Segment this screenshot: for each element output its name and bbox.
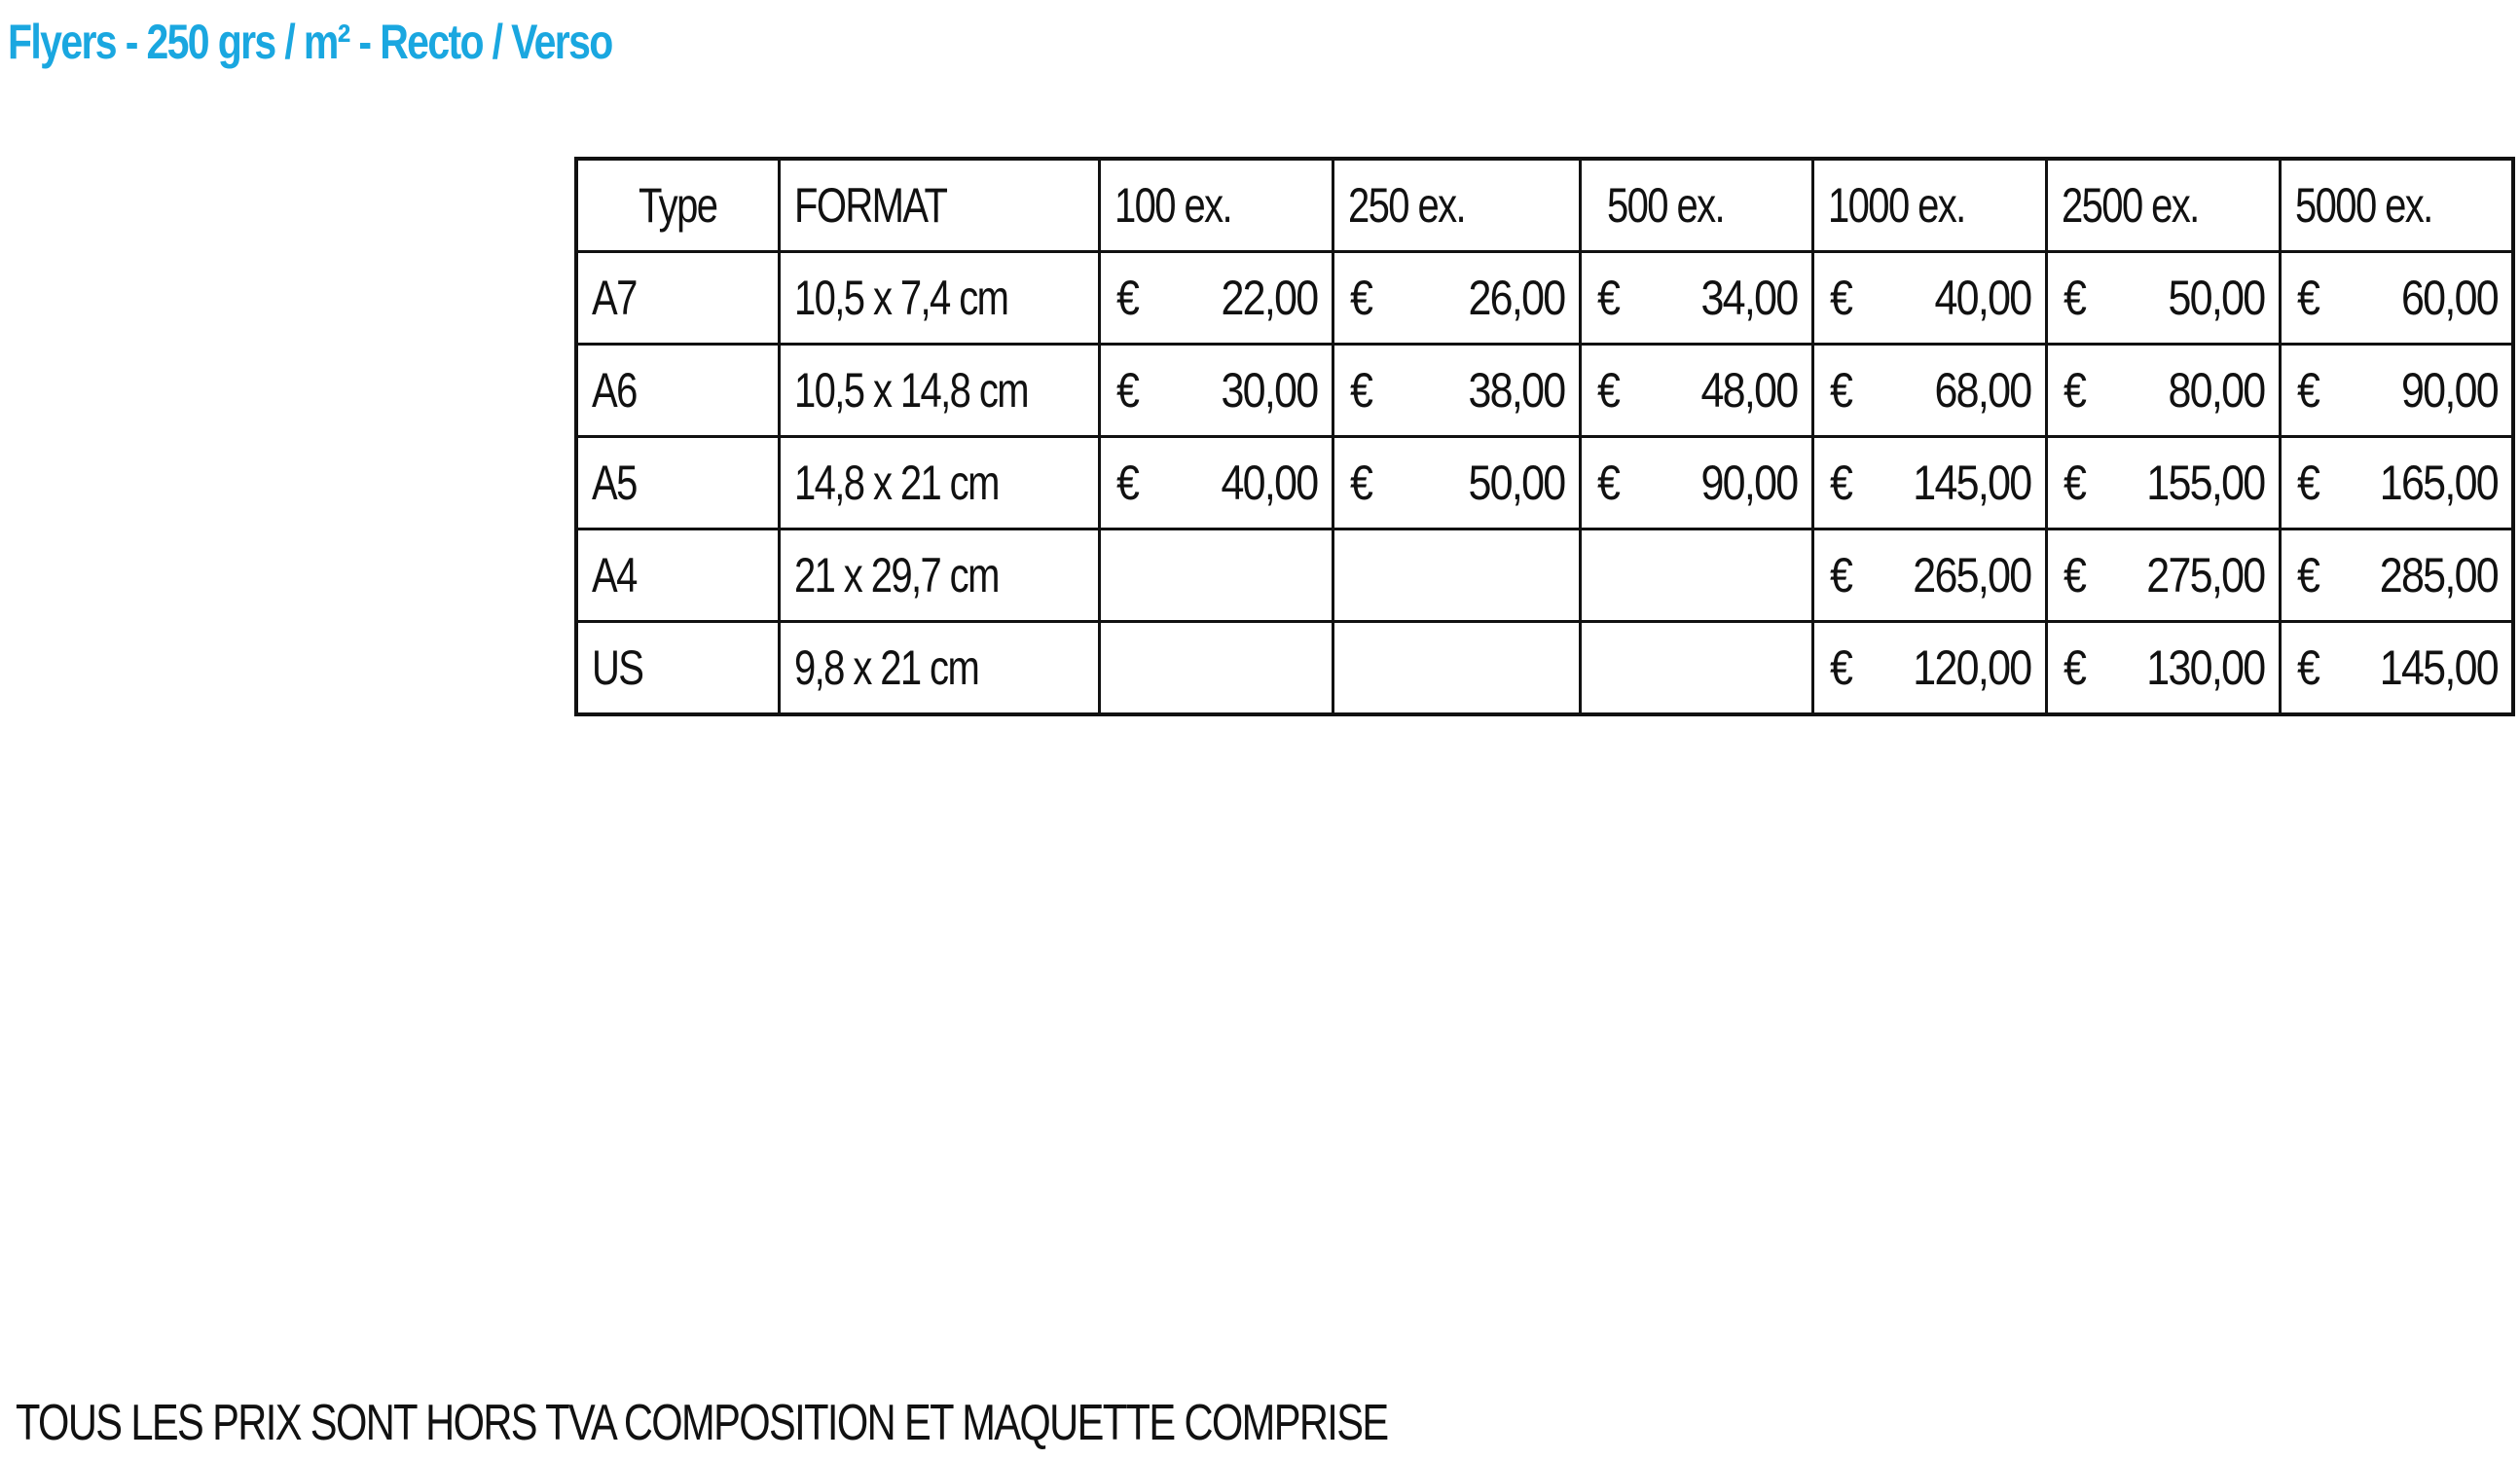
cell-price — [2280, 622, 2513, 715]
currency-symbol: € — [2063, 456, 2085, 510]
currency-symbol: € — [2063, 363, 2085, 418]
table-body — [576, 252, 2513, 715]
cell-price — [1099, 345, 1333, 437]
cell-price — [1099, 529, 1333, 622]
header-format: FORMAT — [779, 159, 1099, 252]
cell-price — [2280, 345, 2513, 437]
cell-price — [2280, 252, 2513, 345]
price-value: 50,00 — [1467, 456, 1564, 510]
cell-format: 10,5 x 14,8 cm — [779, 345, 1099, 437]
currency-symbol: € — [2296, 363, 2319, 418]
table-row — [576, 252, 2513, 345]
currency-symbol: € — [1349, 271, 1371, 325]
cell-price — [2046, 345, 2280, 437]
price-value: 155,00 — [2145, 456, 2264, 510]
cell-price — [1812, 622, 2046, 715]
header-qty-5000: 5000 ex. — [2280, 159, 2513, 252]
price-value: 30,00 — [1220, 363, 1317, 418]
cell-type: A7 — [576, 252, 779, 345]
header-qty-2500: 2500 ex. — [2046, 159, 2280, 252]
currency-symbol: € — [1829, 640, 1851, 695]
price-value: 120,00 — [1912, 640, 2030, 695]
price-value: 50,00 — [2167, 271, 2264, 325]
cell-price — [1580, 529, 1812, 622]
cell-price — [1812, 252, 2046, 345]
currency-symbol: € — [1115, 363, 1138, 418]
cell-price — [1333, 252, 1580, 345]
header-qty-500: 500 ex. — [1580, 159, 1812, 252]
currency-symbol: € — [1596, 363, 1619, 418]
header-qty-100: 100 ex. — [1099, 159, 1333, 252]
price-value: 60,00 — [2400, 271, 2498, 325]
currency-symbol: € — [2296, 456, 2319, 510]
cell-price — [1580, 437, 1812, 529]
cell-price — [1580, 622, 1812, 715]
price-value: 130,00 — [2145, 640, 2264, 695]
cell-price — [1580, 345, 1812, 437]
price-value: 90,00 — [2400, 363, 2498, 418]
cell-price — [1099, 252, 1333, 345]
currency-symbol: € — [1829, 548, 1851, 602]
currency-symbol: € — [2296, 548, 2319, 602]
cell-type: A5 — [576, 437, 779, 529]
currency-symbol: € — [2296, 271, 2319, 325]
page-title: Flyers - 250 grs / m² - Recto / Verso — [8, 15, 612, 69]
currency-symbol: € — [1115, 271, 1138, 325]
currency-symbol: € — [2063, 271, 2085, 325]
currency-symbol: € — [1829, 456, 1851, 510]
price-value: 26,00 — [1467, 271, 1564, 325]
price-value: 38,00 — [1467, 363, 1564, 418]
currency-symbol: € — [2063, 640, 2085, 695]
footer-note: TOUS LES PRIX SONT HORS TVA COMPOSITION ET MAQUETTE COMPRISE — [16, 1395, 1388, 1451]
price-value: 48,00 — [1699, 363, 1797, 418]
currency-symbol: € — [1349, 456, 1371, 510]
currency-symbol: € — [2296, 640, 2319, 695]
currency-symbol: € — [1596, 271, 1619, 325]
price-value: 34,00 — [1699, 271, 1797, 325]
header-qty-1000: 1000 ex. — [1812, 159, 2046, 252]
cell-price — [1812, 529, 2046, 622]
price-value: 22,00 — [1220, 271, 1317, 325]
cell-type: US — [576, 622, 779, 715]
header-type: Type — [576, 159, 779, 252]
price-value: 40,00 — [1933, 271, 2030, 325]
price-value: 90,00 — [1699, 456, 1797, 510]
cell-price — [1333, 622, 1580, 715]
price-value: 285,00 — [2379, 548, 2498, 602]
price-table — [574, 157, 2515, 716]
currency-symbol: € — [1829, 363, 1851, 418]
cell-price — [1333, 345, 1580, 437]
cell-price — [1099, 622, 1333, 715]
cell-price — [1333, 437, 1580, 529]
cell-price — [1812, 437, 2046, 529]
cell-price — [1580, 252, 1812, 345]
header-qty-250: 250 ex. — [1333, 159, 1580, 252]
cell-format: 21 x 29,7 cm — [779, 529, 1099, 622]
price-value: 275,00 — [2145, 548, 2264, 602]
currency-symbol: € — [2063, 548, 2085, 602]
price-value: 80,00 — [2167, 363, 2264, 418]
currency-symbol: € — [1596, 456, 1619, 510]
cell-format: 9,8 x 21 cm — [779, 622, 1099, 715]
table-row — [576, 437, 2513, 529]
cell-price — [2046, 437, 2280, 529]
cell-price — [2046, 529, 2280, 622]
price-value: 165,00 — [2379, 456, 2498, 510]
cell-price — [2046, 252, 2280, 345]
cell-price — [2280, 529, 2513, 622]
cell-price — [2046, 622, 2280, 715]
price-value: 145,00 — [1912, 456, 2030, 510]
price-value: 68,00 — [1933, 363, 2030, 418]
cell-type: A6 — [576, 345, 779, 437]
table-row — [576, 622, 2513, 715]
currency-symbol: € — [1829, 271, 1851, 325]
cell-price — [1099, 437, 1333, 529]
cell-price — [1333, 529, 1580, 622]
currency-symbol: € — [1349, 363, 1371, 418]
price-value: 40,00 — [1220, 456, 1317, 510]
cell-type: A4 — [576, 529, 779, 622]
price-value: 145,00 — [2379, 640, 2498, 695]
cell-price — [1812, 345, 2046, 437]
cell-format: 14,8 x 21 cm — [779, 437, 1099, 529]
cell-format: 10,5 x 7,4 cm — [779, 252, 1099, 345]
table-row — [576, 529, 2513, 622]
cell-price — [2280, 437, 2513, 529]
table-header-row — [576, 159, 2513, 252]
currency-symbol: € — [1115, 456, 1138, 510]
price-value: 265,00 — [1912, 548, 2030, 602]
table-row — [576, 345, 2513, 437]
